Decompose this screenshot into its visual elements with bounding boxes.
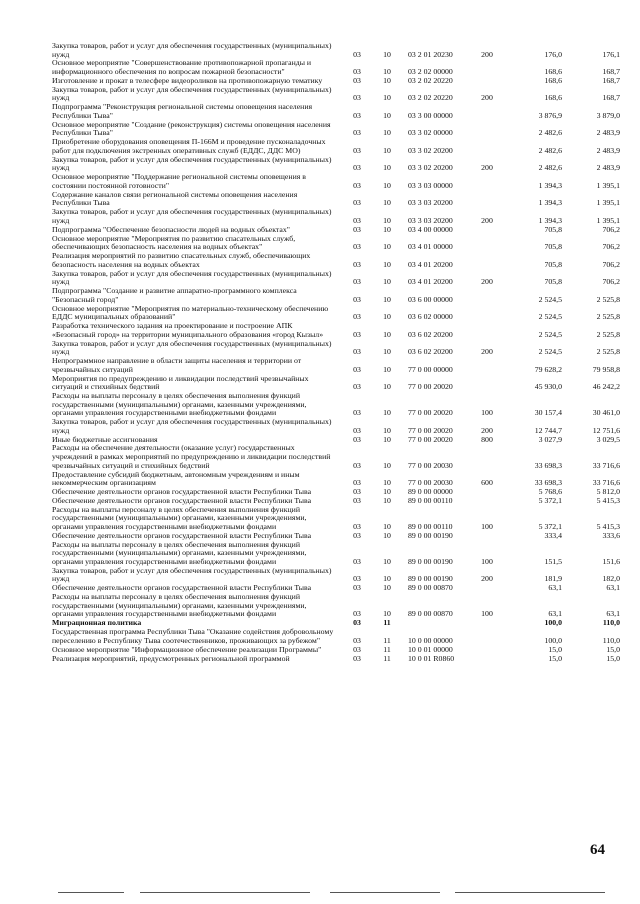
- row-name: Закупка товаров, работ и услуг для обеспечения государственных (муниципальных) нужд: [52, 41, 332, 59]
- table-row: [52, 208, 620, 225]
- row-amount-year1: 705,8: [544, 224, 562, 234]
- row-name: Приобретение оборудования оповещения П-166М и проведение пусконаладочных работ для подключения экстренных оперативных служб (ЕДДС, ДДС МО): [52, 137, 326, 155]
- row-subsection-code: 10: [383, 521, 391, 531]
- table-row: [52, 375, 620, 392]
- row-amount-year2: 2 483,9: [596, 145, 620, 155]
- row-section-code: 03: [353, 67, 361, 77]
- row-section-code: 03: [353, 49, 361, 59]
- row-name: Разработка технического задания на проектирование и построение АПК «Безопасный город» на территории муниципального образования «город Кызыл»: [52, 321, 324, 339]
- row-amount-year1: 168,6: [544, 75, 562, 85]
- row-section-code: 03: [353, 364, 361, 374]
- row-expense-type: 100: [481, 609, 493, 619]
- table-row: [52, 270, 620, 287]
- table-row: [52, 655, 620, 664]
- row-amount-year1: 168,6: [544, 67, 562, 77]
- row-expense-type: 200: [481, 425, 493, 435]
- row-name: Расходы на выплаты персоналу в целях обеспечения выполнения функций государственными (муниципальными) органами, казенными учреждениями, органами управления государственными внебюджетными фондами: [52, 390, 307, 418]
- row-name: Расходы на выплаты персоналу в целях обеспечения выполнения функций государственными (муниципальными) органами, казенными учреждениями, органами управления государственными внебюджетными фондами: [52, 592, 307, 619]
- row-subsection-code: 10: [383, 145, 391, 155]
- row-subsection-code: 10: [383, 224, 391, 234]
- row-subsection-code: 10: [383, 478, 391, 488]
- table-row: [52, 235, 620, 252]
- row-subsection-code: 11: [383, 644, 391, 654]
- row-amount-year1: 2 524,5: [538, 312, 562, 322]
- row-name: Подпрограмма "Создание и развитие аппаратно-программного комплекса "Безопасный город": [52, 286, 297, 304]
- row-expense-type: 100: [481, 408, 493, 418]
- row-name: Обеспечение деятельности органов государственной власти Республики Тыва: [52, 530, 312, 540]
- row-amount-year1: 333,4: [544, 530, 562, 540]
- table-row: [52, 305, 620, 322]
- row-target-article: 03 4 01 20200: [408, 259, 453, 269]
- table-row: [52, 103, 620, 120]
- footer-rule: [140, 892, 310, 893]
- row-target-article: 03 4 00 00000: [408, 224, 453, 234]
- row-section-code: 03: [353, 382, 361, 392]
- footer-rule: [58, 892, 124, 893]
- row-name: Изготовление и прокат в телесфере видеороликов на противопожарную тематику: [52, 75, 323, 85]
- row-amount-year1: 5 372,1: [538, 495, 562, 505]
- row-name: Закупка товаров, работ и услуг для обеспечения государственных (муниципальных) нужд: [52, 417, 332, 435]
- row-name: Закупка товаров, работ и услуг для обеспечения государственных (муниципальных) нужд: [52, 338, 332, 357]
- row-subsection-code: 10: [383, 495, 391, 505]
- row-amount-year1: 2 482,6: [538, 128, 562, 138]
- row-subsection-code: 10: [383, 408, 391, 418]
- row-amount-year1: 176,0: [544, 49, 562, 59]
- row-subsection-code: 10: [383, 364, 391, 374]
- row-target-article: 89 0 00 00110: [408, 495, 453, 505]
- row-target-article: 10 0 01 R0860: [408, 653, 455, 663]
- row-amount-year1: 100,0: [544, 618, 562, 628]
- row-target-article: 89 0 00 00110: [408, 521, 453, 531]
- row-section-code: 03: [353, 609, 361, 619]
- budget-table: [52, 42, 620, 663]
- row-subsection-code: 10: [383, 75, 391, 85]
- row-name: Закупка товаров, работ и услуг для обеспечения государственных (муниципальных) нужд: [52, 84, 332, 103]
- table-row: [52, 444, 620, 470]
- row-target-article: 77 0 00 20020: [408, 408, 453, 418]
- row-amount-year1: 1 394,3: [538, 198, 562, 208]
- row-expense-type: 200: [481, 215, 493, 225]
- row-amount-year1: 168,6: [544, 93, 562, 103]
- row-amount-year1: 705,8: [544, 242, 562, 252]
- row-subsection-code: 10: [383, 215, 391, 225]
- row-target-article: 03 4 01 00000: [408, 242, 453, 252]
- row-subsection-code: 10: [383, 242, 391, 252]
- row-amount-year2: 33 716,6: [592, 460, 620, 470]
- table-row: [52, 322, 620, 339]
- row-expense-type: 100: [481, 521, 493, 531]
- row-amount-year2: 168,7: [602, 93, 620, 103]
- row-subsection-code: 10: [383, 609, 391, 619]
- row-target-article: 77 0 00 00000: [408, 364, 453, 374]
- row-name: Закупка товаров, работ и услуг для обеспечения государственных (муниципальных) нужд: [52, 154, 332, 173]
- row-subsection-code: 10: [383, 460, 391, 470]
- row-subsection-code: 10: [383, 49, 391, 59]
- row-name: Иные бюджетные ассигнования: [52, 434, 158, 444]
- row-target-article: 77 0 00 20030: [408, 460, 453, 470]
- row-section-code: 03: [353, 635, 361, 645]
- row-target-article: 89 0 00 00000: [408, 487, 453, 496]
- row-section-code: 03: [353, 180, 361, 190]
- row-expense-type: 200: [481, 93, 493, 103]
- row-section-code: 03: [353, 329, 361, 339]
- table-row: [52, 138, 620, 155]
- row-subsection-code: 10: [383, 198, 391, 208]
- row-amount-year1: 2 482,6: [538, 145, 562, 155]
- row-section-code: 03: [353, 224, 361, 234]
- row-amount-year1: 1 394,3: [538, 215, 562, 225]
- row-section-code: 03: [353, 408, 361, 418]
- row-target-article: 89 0 00 00190: [408, 574, 453, 584]
- table-row: [52, 392, 620, 418]
- row-section-code: 03: [353, 110, 361, 120]
- row-target-article: 03 6 00 00000: [408, 294, 453, 304]
- row-section-code: 03: [353, 277, 361, 287]
- row-target-article: 03 3 03 20200: [408, 215, 453, 225]
- row-amount-year2: 5 415,3: [596, 495, 620, 505]
- row-subsection-code: 10: [383, 110, 391, 120]
- row-subsection-code: 10: [383, 556, 391, 566]
- table-row: [52, 593, 620, 619]
- row-name: Расходы на выплаты персоналу в целях обеспечения выполнения функций государственными (муниципальными) органами, казенными учреждениями, органами управления государственными внебюджетными фондами: [52, 504, 307, 531]
- row-target-article: 03 4 01 20200: [408, 277, 453, 287]
- row-amount-year1: 705,8: [544, 259, 562, 269]
- row-amount-year2: 168,7: [602, 67, 620, 77]
- row-section-code: 03: [353, 294, 361, 304]
- row-amount-year1: 2 482,6: [538, 163, 562, 173]
- row-amount-year2: 30 461,0: [592, 408, 620, 418]
- row-name: Расходы на обеспечение деятельности (оказание услуг) государственных учреждений в рамках мероприятий по предупреждению и ликвидации последствий чрезвычайных ситуаций и стихийных бедствий: [52, 443, 331, 470]
- row-expense-type: 800: [481, 434, 493, 444]
- row-section-code: 03: [353, 198, 361, 208]
- row-amount-year2: 2 483,9: [596, 128, 620, 138]
- row-target-article: 03 2 02 20220: [408, 75, 453, 85]
- row-target-article: 03 6 02 00000: [408, 312, 453, 322]
- row-target-article: 03 3 02 00000: [408, 128, 453, 138]
- row-target-article: 77 0 00 20020: [408, 382, 453, 392]
- row-amount-year1: 3 027,9: [538, 434, 562, 444]
- row-expense-type: 200: [481, 163, 493, 173]
- row-amount-year2: 176,1: [602, 49, 620, 59]
- row-amount-year1: 15,0: [548, 644, 562, 654]
- row-amount-year2: 168,7: [602, 75, 620, 85]
- row-target-article: 89 0 00 00870: [408, 583, 453, 593]
- row-amount-year1: 5 372,1: [538, 521, 562, 531]
- row-name: Основное мероприятие "Мероприятия по развитию спасательных служб, обеспечивающих безопасность населения на водных объектах": [52, 233, 296, 252]
- row-amount-year2: 706,2: [602, 242, 620, 252]
- row-target-article: 03 3 00 00000: [408, 110, 453, 120]
- row-section-code: 03: [353, 495, 361, 505]
- row-amount-year1: 45 930,0: [534, 382, 562, 392]
- row-section-code: 03: [353, 145, 361, 155]
- row-expense-type: 200: [481, 574, 493, 584]
- row-amount-year2: 1 395,1: [596, 215, 620, 225]
- row-amount-year2: 2 483,9: [596, 163, 620, 173]
- row-subsection-code: 10: [383, 530, 391, 540]
- row-amount-year2: 2 525,8: [596, 329, 620, 339]
- row-subsection-code: 10: [383, 574, 391, 584]
- row-target-article: 89 0 00 00190: [408, 530, 453, 540]
- row-section-code: 03: [353, 460, 361, 470]
- row-amount-year2: 46 242,2: [592, 382, 620, 392]
- row-section-code: 03: [353, 128, 361, 138]
- table-row: [52, 418, 620, 435]
- row-amount-year1: 2 524,5: [538, 347, 562, 357]
- row-amount-year1: 3 876,9: [538, 110, 562, 120]
- row-section-code: 03: [353, 312, 361, 322]
- row-section-code: 03: [353, 93, 361, 103]
- row-amount-year2: 3 879,0: [596, 110, 620, 120]
- row-subsection-code: 11: [383, 653, 391, 663]
- row-subsection-code: 10: [383, 583, 391, 593]
- row-section-code: 03: [353, 618, 361, 628]
- row-amount-year2: 110,0: [602, 618, 620, 628]
- row-subsection-code: 10: [383, 259, 391, 269]
- row-name: Основное мероприятие "Мероприятия по материально-техническому обеспечению ЕДДС муниципальных образований": [52, 303, 329, 322]
- row-amount-year2: 15,0: [606, 644, 620, 654]
- row-expense-type: 200: [481, 49, 493, 59]
- row-section-code: 03: [353, 163, 361, 173]
- row-amount-year2: 151,6: [602, 556, 620, 566]
- row-subsection-code: 10: [383, 67, 391, 77]
- row-amount-year1: 1 394,3: [538, 180, 562, 190]
- row-amount-year1: 79 628,2: [534, 364, 562, 374]
- row-subsection-code: 10: [383, 382, 391, 392]
- row-name: Государственная программа Республики Тыва "Оказание содействия добровольному переселению в Республику Тыва соотечественников, проживающих за рубежом": [52, 627, 334, 645]
- row-target-article: 03 2 02 20220: [408, 93, 453, 103]
- row-target-article: 03 3 02 20200: [408, 163, 453, 173]
- row-amount-year1: 151,5: [544, 556, 562, 566]
- row-name: Подпрограмма "Реконструкция региональной системы оповещения населения Республики Тыва": [52, 102, 313, 120]
- row-section-code: 03: [353, 425, 361, 435]
- row-name: Закупка товаров, работ и услуг для обеспечения государственных (муниципальных) нужд: [52, 268, 332, 287]
- row-name: Обеспечение деятельности органов государственной власти Республики Тыва: [52, 495, 312, 505]
- row-amount-year2: 63,1: [606, 583, 620, 593]
- row-amount-year1: 30 157,4: [534, 408, 562, 418]
- row-amount-year2: 182,0: [602, 574, 620, 584]
- row-name: Миграционная политика: [52, 618, 142, 628]
- row-target-article: 10 0 01 00000: [408, 644, 453, 654]
- row-subsection-code: 10: [383, 312, 391, 322]
- row-section-code: 03: [353, 521, 361, 531]
- row-amount-year2: 33 716,6: [592, 478, 620, 488]
- table-row: [52, 252, 620, 269]
- row-subsection-code: 10: [383, 277, 391, 287]
- row-section-code: 03: [353, 215, 361, 225]
- row-amount-year1: 63,1: [548, 609, 562, 619]
- row-amount-year2: 63,1: [606, 609, 620, 619]
- table-row: [52, 173, 620, 190]
- row-section-code: 03: [353, 574, 361, 584]
- row-section-code: 03: [353, 487, 361, 496]
- table-row: [52, 42, 620, 59]
- row-amount-year1: 100,0: [544, 635, 562, 645]
- row-amount-year2: 1 395,1: [596, 180, 620, 190]
- table-row: [52, 357, 620, 374]
- table-row: [52, 340, 620, 357]
- row-section-code: 03: [353, 259, 361, 269]
- row-amount-year2: 706,2: [602, 224, 620, 234]
- row-subsection-code: 10: [383, 163, 391, 173]
- row-amount-year2: 333,6: [602, 530, 620, 540]
- row-subsection-code: 10: [383, 294, 391, 304]
- row-name: Основное мероприятие "Информационное обеспечение реализации Программы": [52, 644, 322, 654]
- row-name: Реализация мероприятий, предусмотренных региональной программой: [52, 653, 290, 663]
- row-amount-year2: 110,0: [602, 635, 620, 645]
- row-amount-year1: 15,0: [548, 653, 562, 663]
- row-amount-year2: 15,0: [606, 653, 620, 663]
- row-name: Основное мероприятие "Совершенствование противопожарной пропаганды и информационного обеспечения по вопросам пожарной безопасности": [52, 58, 312, 77]
- row-section-code: 03: [353, 434, 361, 444]
- row-target-article: 03 3 03 20200: [408, 198, 453, 208]
- row-amount-year1: 5 768,6: [538, 487, 562, 496]
- row-name: Мероприятия по предупреждению и ликвидации последствий чрезвычайных ситуаций и стихийных бедствий: [52, 373, 309, 392]
- table-row: [52, 646, 620, 655]
- row-expense-type: 100: [481, 556, 493, 566]
- row-amount-year2: 2 525,8: [596, 347, 620, 357]
- row-amount-year2: 2 525,8: [596, 294, 620, 304]
- row-amount-year1: 33 698,3: [534, 478, 562, 488]
- row-amount-year1: 2 524,5: [538, 294, 562, 304]
- row-amount-year2: 706,2: [602, 277, 620, 287]
- table-row: [52, 541, 620, 567]
- footer-rule: [330, 892, 440, 893]
- row-expense-type: 200: [481, 277, 493, 287]
- row-target-article: 03 2 01 20230: [408, 49, 453, 59]
- row-section-code: 03: [353, 347, 361, 357]
- table-row: [52, 567, 620, 584]
- row-name: Обеспечение деятельности органов государственной власти Республики Тыва: [52, 583, 312, 593]
- row-name: Обеспечение деятельности органов государственной власти Республики Тыва: [52, 487, 312, 496]
- row-target-article: 89 0 00 00190: [408, 556, 453, 566]
- row-target-article: 03 6 02 20200: [408, 347, 453, 357]
- row-amount-year1: 2 524,5: [538, 329, 562, 339]
- row-subsection-code: 10: [383, 329, 391, 339]
- row-amount-year1: 705,8: [544, 277, 562, 287]
- row-name: Содержание каналов связи региональной системы оповещения населения Республики Тыва: [52, 189, 298, 208]
- row-amount-year2: 79 958,8: [592, 364, 620, 374]
- table-row: [52, 121, 620, 138]
- page-number: 64: [590, 842, 605, 858]
- table-row: [52, 471, 620, 488]
- row-target-article: 77 0 00 20020: [408, 434, 453, 444]
- row-name: Непрограммное направление в области защиты населения и территории от чрезвычайных ситуаций: [52, 356, 302, 374]
- row-amount-year2: 2 525,8: [596, 312, 620, 322]
- table-row: [52, 59, 620, 76]
- row-target-article: 03 2 02 00000: [408, 67, 453, 77]
- row-target-article: 03 3 02 20200: [408, 145, 453, 155]
- row-amount-year1: 12 744,7: [534, 425, 562, 435]
- row-name: Закупка товаров, работ и услуг для обеспечения государственных (муниципальных) нужд: [52, 207, 332, 225]
- row-subsection-code: 10: [383, 487, 391, 496]
- table-row: [52, 86, 620, 103]
- row-section-code: 03: [353, 75, 361, 85]
- row-name: Основное мероприятие "Поддержание региональной системы оповещения в состоянии постоянной готовности": [52, 172, 306, 190]
- table-row: [52, 628, 620, 645]
- row-target-article: 77 0 00 20030: [408, 478, 453, 488]
- row-name: Расходы на выплаты персоналу в целях обеспечения выполнения функций государственными (муниципальными) органами, казенными учреждениями, органами управления государственными внебюджетными фондами: [52, 539, 307, 566]
- row-name: Предоставление субсидий бюджетным, автономным учреждениям и иным некоммерческим организациям: [52, 469, 300, 488]
- footer-rule: [455, 892, 605, 893]
- row-subsection-code: 10: [383, 128, 391, 138]
- row-amount-year2: 12 751,6: [592, 425, 620, 435]
- row-amount-year1: 63,1: [548, 583, 562, 593]
- row-target-article: 89 0 00 00870: [408, 609, 453, 619]
- row-target-article: 77 0 00 20020: [408, 425, 453, 435]
- row-subsection-code: 11: [383, 635, 391, 645]
- row-amount-year2: 706,2: [602, 259, 620, 269]
- row-amount-year2: 1 395,1: [596, 198, 620, 208]
- table-row: [52, 506, 620, 532]
- row-section-code: 03: [353, 556, 361, 566]
- row-expense-type: 200: [481, 347, 493, 357]
- table-row: [52, 191, 620, 208]
- row-name: Основное мероприятие "Создание (реконструкция) системы оповещения населения Республики Тыва": [52, 119, 331, 138]
- row-name: Реализация мероприятий по развитию спасательных служб, обеспечивающих безопасность населения на водных объектах: [52, 251, 311, 269]
- row-name: Закупка товаров, работ и услуг для обеспечения государственных (муниципальных) нужд: [52, 565, 332, 584]
- row-section-code: 03: [353, 583, 361, 593]
- row-amount-year1: 33 698,3: [534, 460, 562, 470]
- row-section-code: 03: [353, 530, 361, 540]
- row-section-code: 03: [353, 653, 361, 663]
- row-subsection-code: 10: [383, 434, 391, 444]
- table-row: [52, 287, 620, 304]
- row-subsection-code: 10: [383, 93, 391, 103]
- row-target-article: 10 0 00 00000: [408, 635, 453, 645]
- row-name: Подпрограмма "Обеспечение безопасности людей на водных объектах": [52, 224, 290, 234]
- row-amount-year2: 5 415,3: [596, 521, 620, 531]
- row-target-article: 03 6 02 20200: [408, 329, 453, 339]
- row-section-code: 03: [353, 242, 361, 252]
- row-subsection-code: 11: [383, 618, 391, 628]
- row-amount-year2: 5 812,0: [596, 487, 620, 496]
- row-subsection-code: 10: [383, 347, 391, 357]
- row-subsection-code: 10: [383, 425, 391, 435]
- row-target-article: 03 3 03 00000: [408, 180, 453, 190]
- row-amount-year1: 181,9: [544, 574, 562, 584]
- row-amount-year2: 3 029,5: [596, 434, 620, 444]
- table-row: [52, 156, 620, 173]
- row-expense-type: 600: [481, 478, 493, 488]
- row-subsection-code: 10: [383, 180, 391, 190]
- row-section-code: 03: [353, 478, 361, 488]
- row-section-code: 03: [353, 644, 361, 654]
